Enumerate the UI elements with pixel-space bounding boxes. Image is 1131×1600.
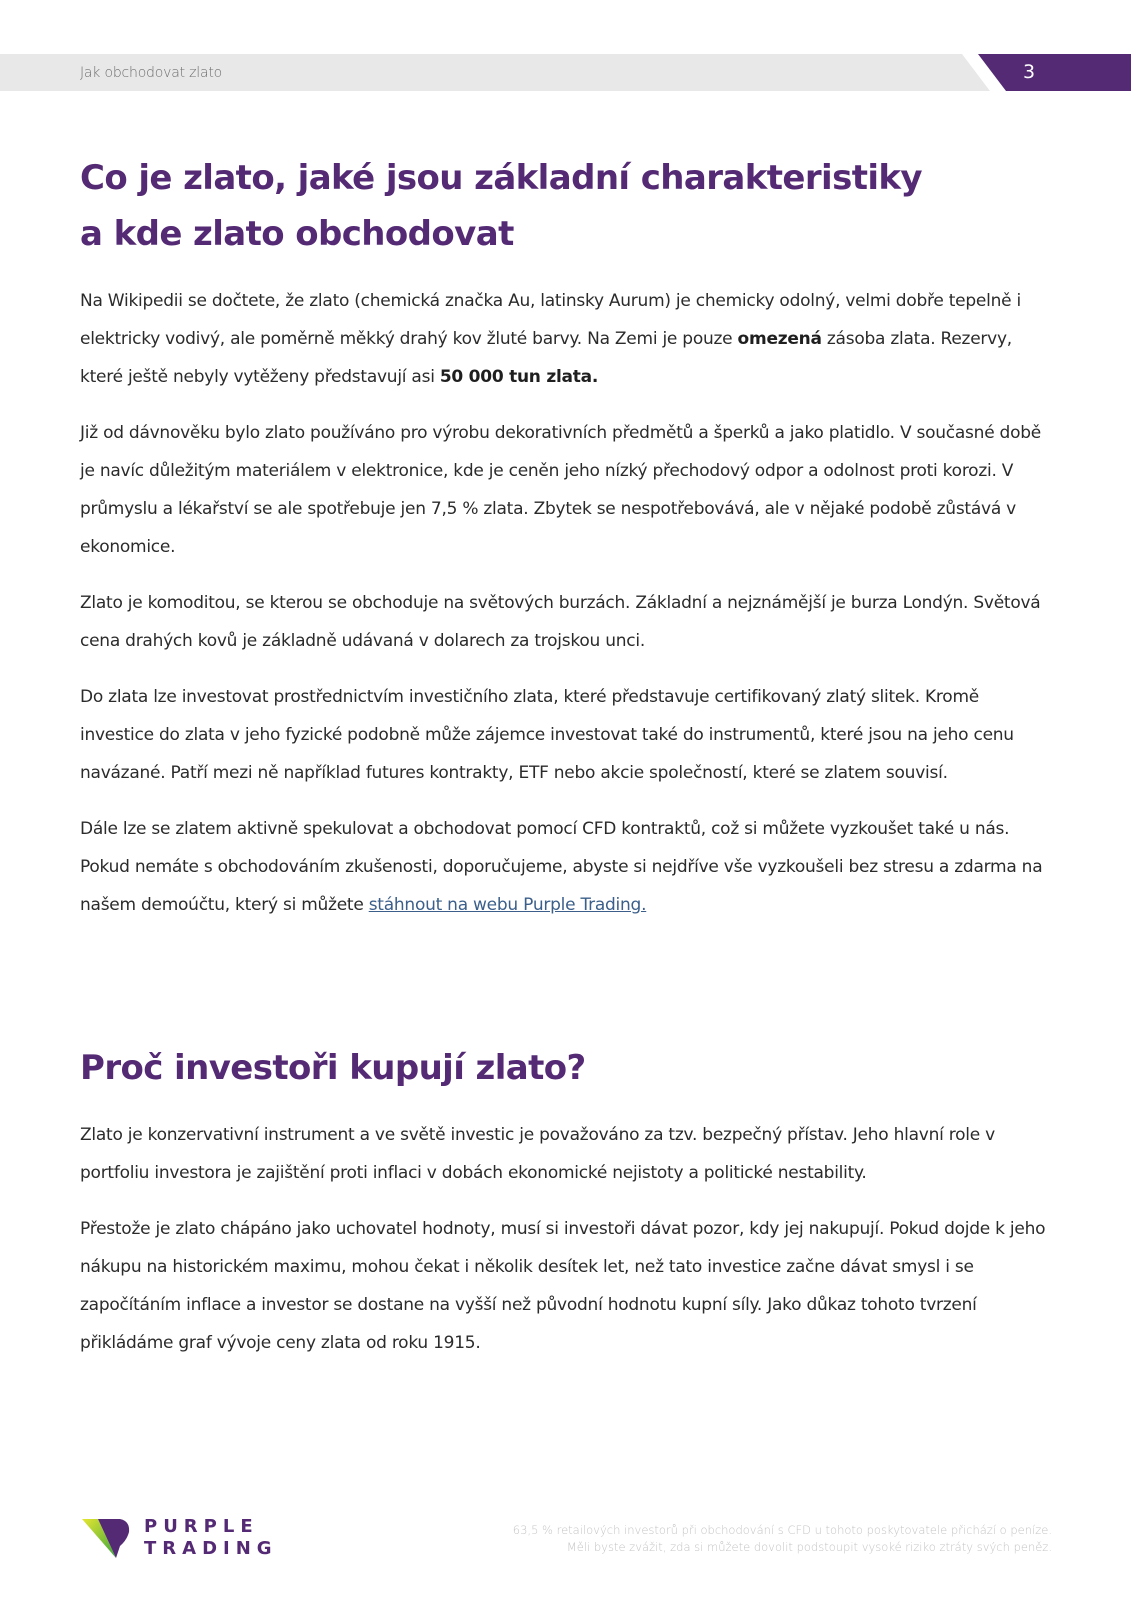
- text: Na Wikipedii se dočtete, že zlato (chemická značka Au, latinsky Aurum) je chemicky odolný, velmi dobře tepelně i elektricky vodivý, ale poměrně měkký drahý kov žluté barvy. Na Zemi je pouze: [80, 291, 1021, 349]
- page-header: [0, 54, 1131, 91]
- heading-line-2: a kde zlato obchodovat: [80, 214, 514, 254]
- paragraph-history: Již od dávnověku bylo zlato používáno pro výrobu dekorativních předmětů a šperků a jako platidlo. V současné době je navíc důležitým materiálem v elektronice, kde je ceněn jeho nízký přechodový odpor a odolnost proti korozi. V průmyslu a lékařství se ale spotřebuje jen 7,5 % zlata. Zbytek se nespotřebovává, ale v nějaké podobě zůstává v ekonomice.: [80, 423, 1041, 557]
- bold-text: 50 000 tun zlata.: [439, 367, 599, 387]
- risk-disclaimer: [513, 1522, 1052, 1556]
- section-heading: Proč investoři kupují zlato?: [80, 1048, 586, 1088]
- section-heading: [80, 150, 1052, 262]
- text: zásoba zlata. Rezervy, které ještě nebyly vytěženy představují asi: [80, 329, 1012, 387]
- text: Dále lze se zlatem aktivně spekulovat a obchodovat pomocí CFD kontraktů, což si můžete vyzkoušet také u nás. Pokud nemáte s obchodováním zkušenosti, doporučujeme, abyste si nejdříve vše vyzkoušeli bez stresu a zdarma na našem demoúčtu, který si můžete: [80, 819, 1043, 915]
- logo-line-2: TRADING: [144, 1538, 278, 1559]
- disclaimer-line-2: Měli byste zvážit, zda si můžete dovolit podstoupit vysoké riziko ztráty svých peněz.: [566, 1540, 1052, 1554]
- heading-line-1: Co je zlato, jaké jsou základní charakteristiky: [80, 158, 922, 198]
- logo-mark-icon: [82, 1516, 132, 1560]
- paragraph-safe-haven: Zlato je konzervativní instrument a ve světě investic je považováno za tzv. bezpečný přístav. Jeho hlavní role v portfoliu investora je zajištění proti inflaci v dobách ekonomické nejistoty a politické nestability.: [80, 1125, 995, 1183]
- logo-wordmark: [144, 1516, 278, 1560]
- paragraph-timing: Přestože je zlato chápáno jako uchovatel hodnoty, musí si investoři dávat pozor, kdy jej nakupují. Pokud dojde k jeho nákupu na historickém maximu, mohou čekat i několik desítek let, než tato investice začne dávat smysl i se započítáním inflace a investor se dostane na vyšší než původní hodnotu kupní síly. Jako důkaz tohoto tvrzení přikládáme graf vývoje ceny zlata od roku 1915.: [80, 1219, 1046, 1353]
- document-title: Jak obchodovat zlato: [80, 65, 222, 81]
- page-number: 3: [1023, 61, 1036, 83]
- section-what-is-gold: [80, 150, 1052, 942]
- section-why-buy-gold: [80, 1040, 1052, 1380]
- bold-text: omezená: [737, 329, 822, 349]
- paragraph-cfd: [80, 810, 1052, 924]
- paragraph-commodity: Zlato je komoditou, se kterou se obchoduje na světových burzách. Základní a nejznámější je burza Londýn. Světová cena drahých kovů je základně udávaná v dolarech za trojskou unci.: [80, 593, 1041, 651]
- paragraph-investing: Do zlata lze investovat prostřednictvím investičního zlata, které představuje certifikovaný zlatý slitek. Kromě investice do zlata v jeho fyzické podobně může zájemce investovat také do instrumentů, které jsou na jeho cenu navázané. Patří mezi ně například futures kontrakty, ETF nebo akcie společností, které se zlatem souvisí.: [80, 687, 1014, 783]
- purple-trading-logo: [82, 1516, 278, 1561]
- logo-line-1: PURPLE: [144, 1516, 259, 1537]
- disclaimer-line-1: 63,5 % retailových investorů při obchodování s CFD u tohoto poskytovatele přichází o peníze.: [512, 1523, 1052, 1537]
- demo-account-link[interactable]: stáhnout na webu Purple Trading.: [368, 895, 647, 915]
- header-purple-tab: [978, 54, 1131, 91]
- paragraph-wikipedia: [80, 282, 1052, 396]
